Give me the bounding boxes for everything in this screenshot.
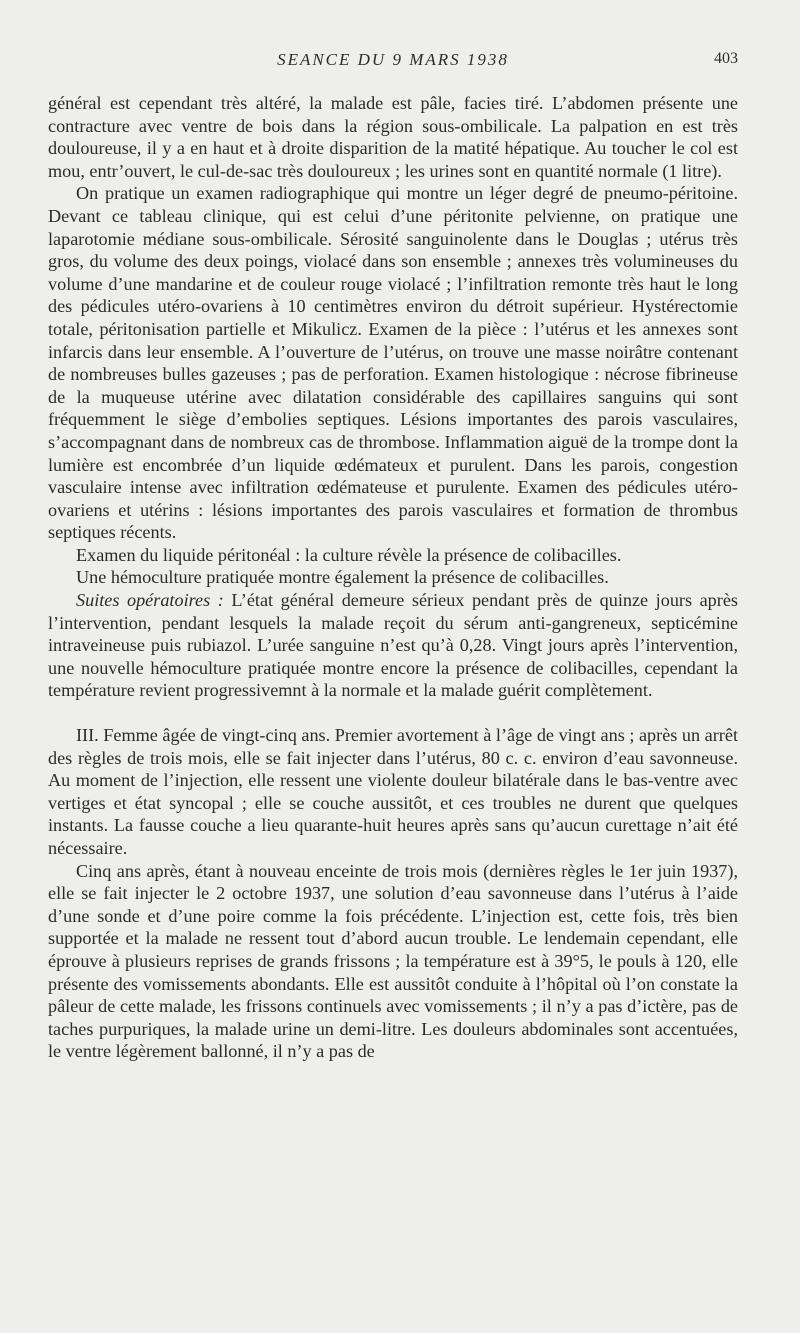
body-text xyxy=(48,92,738,1063)
paragraph-text: Cinq ans après, étant à nouveau enceinte de trois mois (dernières règles le 1er juin 1937), elle se fait injecter le 2 octobre 1937, une solution d’eau savonneuse dans l’utérus à l’aide d’une sonde et d’une poire comme la fois précédente. L’injection est, cette fois, très bien supportée et la malade ne ressent tout d’abord aucun trouble. Le lendemain cependant, elle éprouve à plusieurs reprises de grands frissons ; la température est à 39°5, le pouls à 120, elle présente des vomissements abondants. Elle est aussitôt conduite à l’hôpital où l’on constate la pâleur de cette malade, les frissons continuels avec vomissements ; il n’y a pas d’ictère, pas de taches purpuriques, la malade urine un demi-litre. Les douleurs abdominales sont accentuées, le ventre légèrement ballonné, il n’y a pas de xyxy=(48,860,738,1062)
paragraph-text: Une hémoculture pratiquée montre également la présence de colibacilles. xyxy=(76,567,609,588)
paragraph-surgery xyxy=(48,182,738,544)
paragraph-text: Examen du liquide péritonéal : la culture révèle la présence de colibacilles. xyxy=(76,544,622,565)
paragraph-peritoneal-fluid xyxy=(48,544,738,567)
paragraph-five-years-later xyxy=(48,860,738,1063)
paragraph-text: On pratique un examen radiographique qui montre un léger degré de pneumo-péritoine. Devant ce tableau clinique, qui est celui d’une péritonite pelvienne, on pratique une laparotomie médiane sous-ombilicale. Sérosité sanguinolente dans le Douglas ; utérus très gros, du volume des deux poings, violacé dans son ensemble ; annexes très volumineuses du volume d’une mandarine et de couleur rouge violacé ; l’infiltration remonte très haut le long des pédicules utéro-ovariens à 10 centimètres environ du détroit supérieur. Hystérectomie totale, péritonisation partielle et Mikulicz. Examen de la pièce : l’utérus et les annexes sont infarcis dans leur ensemble. A l’ouverture de l’utérus, on trouve une masse noirâtre contenant de nombreuses bulles gazeuses ; pas de perforation. Examen histologique : nécrose fibrineuse de la muqueuse utérine avec dilatation considérable des capillaires sanguins qui sont fréquemment le siège d’embolies septiques. Lésions importantes des parois vasculaires, s’accompagnant dans de nombreux cas de thrombose. Inflammation aiguë de la trompe dont la lumière est encombrée d’un liquide œdémateux et purulent. Dans les parois, congestion vasculaire intense avec infiltration œdémateuse et purulente. Examen des pédicules utéro-ovariens et utérins : lésions importantes des parois vasculaires et formation de thrombus septiques récents. xyxy=(48,183,738,543)
paragraph-case-three xyxy=(48,724,738,860)
paragraph-postoperative xyxy=(48,589,738,702)
paragraph-hemoculture xyxy=(48,566,738,589)
paragraph-text: général est cependant très altéré, la malade est pâle, facies tiré. L’abdomen présente une contracture avec ventre de bois dans la région sous-ombilicale. La palpation en est très douloureuse, il y a en haut et à droite disparition de la matité hépatique. Au toucher le col est mou, entr’ouvert, le cul-de-sac très douloureux ; les urines sont en quantité normale (1 litre). xyxy=(48,93,738,181)
paragraph-italic-lead: Suites opératoires : xyxy=(76,590,224,611)
running-title: SEANCE DU 9 MARS 1938 xyxy=(277,50,509,69)
paragraph-continuation xyxy=(48,92,738,182)
page-number: 403 xyxy=(714,50,738,67)
paragraph-text: L’état général demeure sérieux pendant près de quinze jours après l’intervention, pendant lesquels la malade reçoit du sérum anti-gangreneux, septicémine intraveineuse puis rubiazol. L’urée sanguine n’est qu’à 0,28. Vingt jours après l’intervention, une nouvelle hémoculture pratiquée montre encore la présence de colibacilles, cependant la température revient progressivemnt à la normale et la malade guérit complètement. xyxy=(48,590,738,701)
paragraph-text: III. Femme âgée de vingt-cinq ans. Premier avortement à l’âge de vingt ans ; après un arrêt des règles de trois mois, elle se fait injecter dans l’utérus, 80 c. c. environ d’eau savonneuse. Au moment de l’injection, elle ressent une violente douleur bilatérale dans le bas-ventre avec vertiges et état syncopal ; elle se couche aussitôt, et ces troubles ne durent que quelques instants. La fausse couche a lieu quarante-huit heures après sans qu’aucun curettage n’ait été nécessaire. xyxy=(48,725,738,858)
running-head xyxy=(48,50,738,74)
